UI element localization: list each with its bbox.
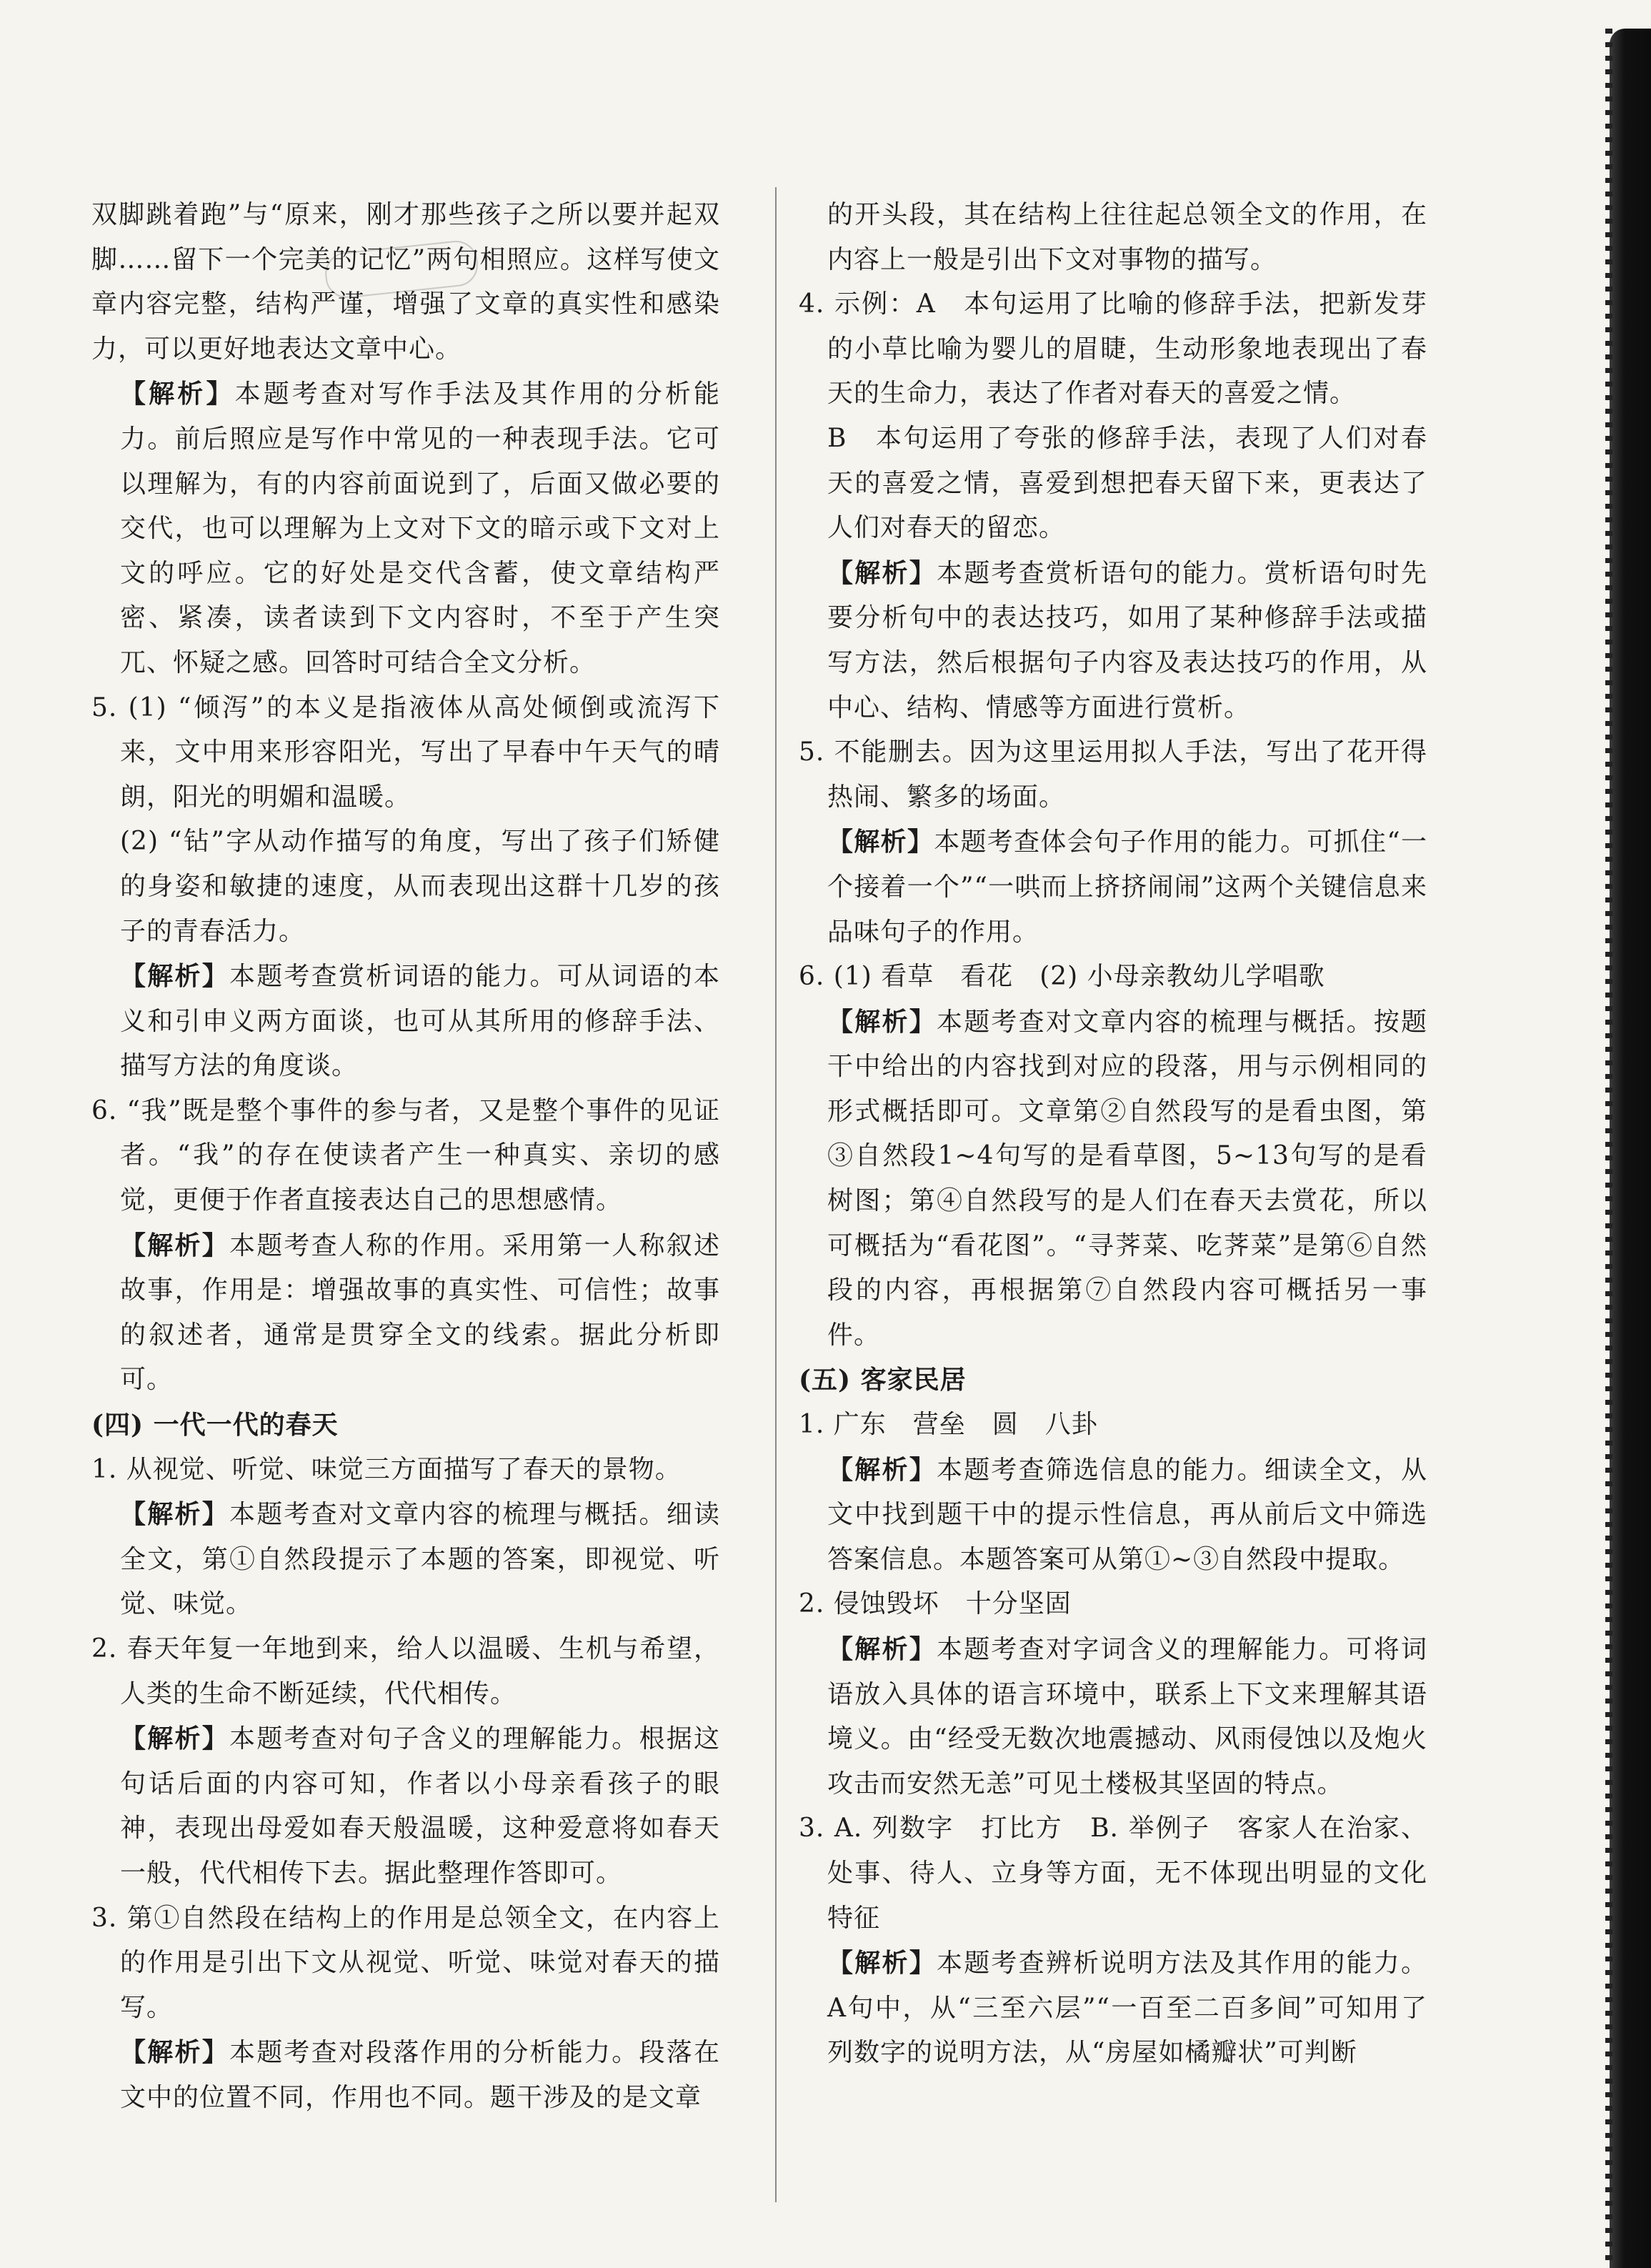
analysis-label: 【解析】 [827, 1454, 937, 1485]
left-column [91, 193, 720, 2121]
analysis-paragraph [799, 551, 1427, 730]
analysis-paragraph [91, 1492, 720, 1627]
analysis-text: 本题考查对文章内容的梳理与概括。细读全文，第①自然段提示了本题的答案，即视觉、听觉、味觉。 [120, 1500, 720, 1619]
answer-item: 6. (1) 看草 看花 (2) 小母亲教幼儿学唱歌 [799, 962, 1325, 992]
analysis-text: 本题考查对写作手法及其作用的分析能力。前后照应是写作中常见的一种表现手法。它可以理解为，有的内容前面说到了，后面又做必要的交代，也可以理解为上文对下文的暗示或下文对上文的呼应。它的好处是交代含蓄，使文章结构严密、紧凑，读者读到下文内容时，不至于产生突兀、怀疑之感。回答时可结合全文分析。 [120, 379, 720, 677]
analysis-text: 本题考查体会句子作用的能力。可抓住“一个接着一个”“一哄而上挤挤闹闹”这两个关键信息来品味句子的作用。 [827, 827, 1427, 947]
analysis-paragraph [91, 2030, 720, 2120]
analysis-text: 本题考查人称的作用。采用第一人称叙述故事，作用是：增强故事的真实性、可信性；故事的叙述者，通常是贯穿全文的线索。据此分析即可。 [120, 1230, 720, 1395]
right-column [799, 193, 1427, 2076]
answer-item: 1. 广东 营垒 圆 八卦 [799, 1410, 1098, 1440]
answer-item: 2. 侵蚀毁坏 十分坚固 [799, 1589, 1072, 1619]
analysis-paragraph [91, 1716, 720, 1896]
analysis-paragraph [91, 954, 720, 1089]
answer-paragraph: B 本句运用了夸张的修辞手法，表现了人们对春天的喜爱之情，喜爱到想把春天留下来，更表达了人们对春天的留恋。 [827, 423, 1427, 543]
analysis-text: 本题考查对段落作用的分析能力。段落在文中的位置不同，作用也不同。题干涉及的是文章 [120, 2038, 720, 2112]
scanned-page-edge [1610, 29, 1651, 2268]
answer-item: 4. 示例：A 本句运用了比喻的修辞手法，把新发芽的小草比喻为婴儿的眉睫，生动形象地表现出了春天的生命力，表达了作者对春天的喜爱之情。 [799, 289, 1427, 409]
analysis-text: 本题考查筛选信息的能力。细读全文，从文中找到题干中的提示性信息，再从前后文中筛选答案信息。本题答案可从第①~③自然段中提取。 [827, 1455, 1427, 1574]
answer-item: 5. (1) “倾泻”的本义是指液体从高处倾倒或流泻下来，文中用来形容阳光，写出了早春中午天气的晴朗，阳光的明媚和温暖。 [91, 692, 720, 812]
analysis-text: 本题考查对文章内容的梳理与概括。按题干中给出的内容找到对应的段落，用与示例相同的形式概括即可。文章第②自然段写的是看虫图，第③自然段1~4句写的是看草图，5~13句写的是看树图；第④自然段写的是人们在春天去赏花，所以可概括为“看花图”。“寻荠菜、吃荠菜”是第⑥自然段的内容，再根据第⑦自然段内容可概括另一事件。 [827, 1007, 1427, 1350]
analysis-label: 【解析】 [827, 1006, 937, 1037]
section-heading: (五) 客家民居 [799, 1365, 967, 1396]
analysis-label: 【解析】 [120, 379, 235, 409]
analysis-paragraph [799, 1448, 1427, 1583]
answer-item: 2. 春天年复一年地到来，给人以温暖、生机与希望，人类的生命不断延续，代代相传。 [91, 1634, 720, 1709]
analysis-label: 【解析】 [120, 1230, 229, 1260]
analysis-paragraph [799, 1000, 1427, 1358]
answer-item: 3. A. 列数字 打比方 B. 举例子 客家人在治家、处事、待人、立身等方面，无不体现出明显的文化特征 [799, 1814, 1427, 1933]
column-divider [775, 187, 777, 2202]
answer-item: 3. 第①自然段在结构上的作用是总领全文，在内容上的作用是引出下文从视觉、听觉、味觉对春天的描写。 [91, 1903, 720, 2022]
analysis-label: 【解析】 [827, 557, 937, 588]
answer-item: 5. 不能删去。因为这里运用拟人手法，写出了花开得热闹、繁多的场面。 [799, 737, 1427, 812]
analysis-label: 【解析】 [120, 961, 229, 992]
analysis-paragraph [799, 820, 1427, 955]
answer-item: 1. 从视觉、听觉、味觉三方面描写了春天的景物。 [91, 1454, 682, 1484]
analysis-paragraph [91, 1223, 720, 1403]
analysis-label: 【解析】 [827, 1948, 937, 1979]
analysis-text: 本题考查辨析说明方法及其作用的能力。A句中，从“三至六层”“一百至二百多间”可知用了列数字的说明方法，从“房屋如橘瓣状”可判断 [827, 1949, 1427, 2068]
analysis-label: 【解析】 [120, 2037, 229, 2068]
analysis-text: 本题考查对字词含义的理解能力。可将词语放入具体的语言环境中，联系上下文来理解其语境义。由“经受无数次地震撼动、风雨侵蚀以及炮火攻击而安然无恙”可见土楼极其坚固的特点。 [827, 1635, 1427, 1799]
answer-paragraph: (2) “钻”字从动作描写的角度，写出了孩子们矫健的身姿和敏捷的速度，从而表现出这群十几岁的孩子的青春活力。 [120, 827, 720, 946]
analysis-label: 【解析】 [827, 1634, 937, 1664]
analysis-paragraph [799, 1627, 1427, 1806]
analysis-text: 本题考查对句子含义的理解能力。根据这句话后面的内容可知，作者以小母亲看孩子的眼神，表现出母爱如春天般温暖，这种爱意将如春天一般，代代相传下去。据此整理作答即可。 [120, 1724, 720, 1888]
analysis-label: 【解析】 [120, 1499, 229, 1530]
analysis-label: 【解析】 [827, 827, 934, 857]
analysis-paragraph [799, 1941, 1427, 2076]
analysis-text: 本题考查赏析词语的能力。可从词语的本义和引申义两方面谈，也可从其所用的修辞手法、描写方法的角度谈。 [120, 962, 720, 1081]
answer-paragraph: 双脚跳着跑”与“原来，刚才那些孩子之所以要并起双脚……留下一个完美的记忆”两句相照应。这样写使文章内容完整，结构严谨，增强了文章的真实性和感染力，可以更好地表达文章中心。 [91, 200, 720, 364]
analysis-label: 【解析】 [120, 1724, 229, 1754]
answer-item: 6. “我”既是整个事件的参与者，又是整个事件的见证者。“我”的存在使读者产生一种真实、亲切的感觉，更便于作者直接表达自己的思想感情。 [91, 1095, 720, 1215]
section-heading: (四) 一代一代的春天 [91, 1410, 339, 1441]
analysis-text: 本题考查赏析语句的能力。赏析语句时先要分析句中的表达技巧，如用了某种修辞手法或描写方法，然后根据句子内容及表达技巧的作用，从中心、结构、情感等方面进行赏析。 [827, 558, 1427, 722]
answer-paragraph: 的开头段，其在结构上往往起总领全文的作用，在内容上一般是引出下文对事物的描写。 [827, 200, 1427, 274]
analysis-paragraph [91, 372, 720, 685]
